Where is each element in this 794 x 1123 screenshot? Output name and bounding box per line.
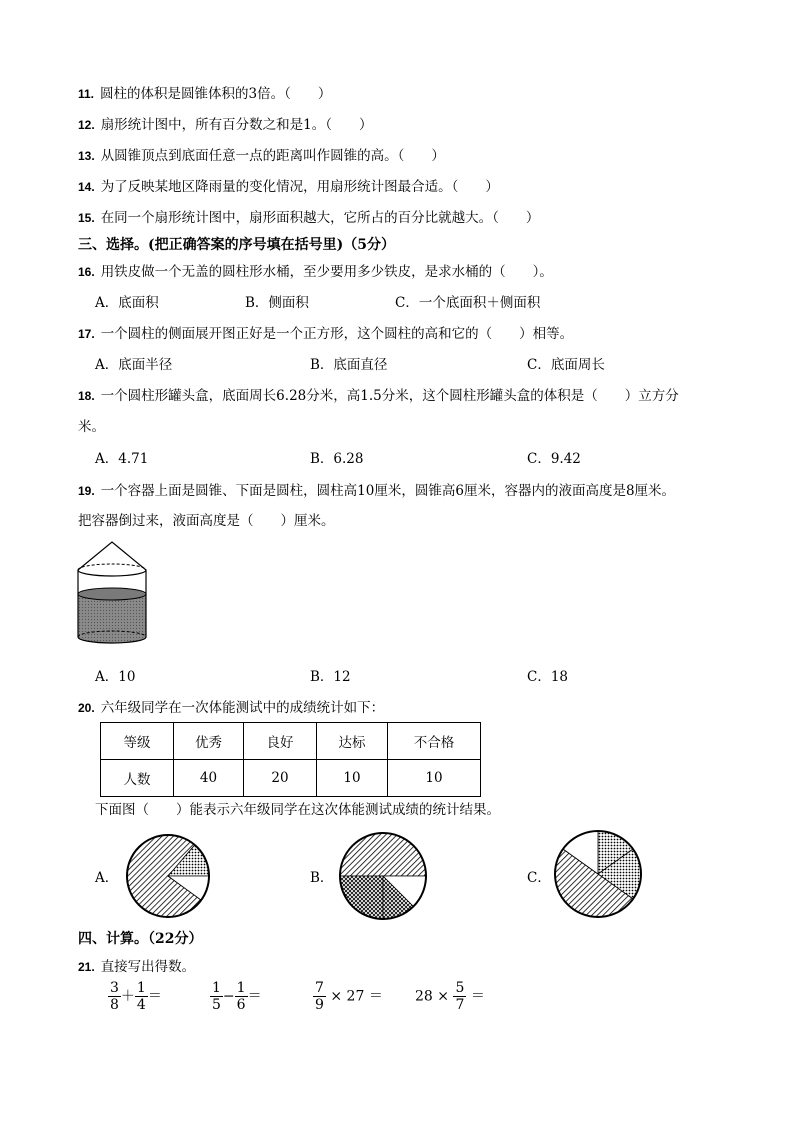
table-row: [101, 760, 481, 797]
table-cell: 等级: [101, 723, 174, 760]
equals: ＝: [147, 988, 162, 1005]
operator: −: [222, 988, 235, 1005]
question-18: [78, 384, 679, 404]
question-text: 一个容器上面是圆锥、下面是圆柱，圆柱高10厘米，圆锥高6厘米，容器内的液面高度是8厘米。: [100, 483, 676, 499]
denominator: 6: [236, 997, 246, 1013]
option-a: A．4.71: [95, 451, 149, 467]
option-c: C．18: [527, 669, 569, 685]
numerator: 1: [236, 980, 246, 996]
question-text: 在同一个扇形统计图中，扇形面积越大，它所占的百分比就越大。（ ）: [100, 210, 540, 226]
table-cell: 10: [388, 760, 481, 797]
question-text: 直接写出得数。: [100, 959, 196, 975]
question-14: [78, 175, 499, 195]
pie-chart-c: [553, 829, 643, 919]
table-cell: 优秀: [174, 723, 244, 760]
question-text: 一个圆柱形罐头盒，底面周长6.28分米，高1.5分米，这个圆柱形罐头盒的体积是（ ）立方分: [100, 388, 679, 404]
expression-2: [210, 980, 262, 1013]
denominator: 5: [212, 997, 221, 1013]
table-cell: 不合格: [388, 723, 481, 760]
denominator: 9: [315, 997, 324, 1013]
question-18-cont: 米。: [78, 419, 105, 435]
question-21: [78, 955, 195, 975]
denominator: 7: [455, 997, 465, 1013]
question-19-cont: 把容器倒过来，液面高度是（ ）厘米。: [78, 513, 335, 529]
table-cell: 达标: [317, 723, 388, 760]
option-a: A．: [95, 870, 119, 886]
numerator: 1: [212, 980, 221, 996]
denominator: 4: [136, 997, 146, 1013]
option-b: B．6.28: [310, 451, 364, 467]
pie-chart-b: [338, 831, 428, 921]
question-text: 圆柱的体积是圆锥体积的3倍。（ ）: [100, 86, 332, 102]
numerator: 5: [455, 980, 465, 996]
operator: ＋: [120, 988, 135, 1005]
question-number: 12.: [78, 118, 95, 132]
question-text: 扇形统计图中，所有百分数之和是1。（ ）: [100, 117, 373, 133]
question-16: [78, 260, 553, 280]
expression-rest: × 27 ＝: [330, 988, 383, 1005]
expression-1: [108, 980, 162, 1013]
expression-prefix: 28 ×: [415, 988, 449, 1005]
option-c: C．一个底面积＋侧面积: [395, 295, 541, 311]
denominator: 8: [110, 997, 119, 1013]
section-heading-choice: 三、选择。(把正确答案的序号填在括号里)（5分）: [78, 237, 395, 253]
option-b: B．底面直径: [310, 357, 388, 373]
option-b: B．侧面积: [245, 295, 309, 311]
question-number: 20.: [78, 701, 95, 715]
option-c: C．底面周长: [527, 357, 605, 373]
option-a: A．10: [95, 669, 136, 685]
numerator: 3: [110, 980, 119, 996]
question-text: 用铁皮做一个无盖的圆柱形水桶，至少要用多少铁皮，是求水桶的（ ）。: [100, 264, 553, 280]
expression-4: [415, 980, 485, 1013]
table-cell: 人数: [101, 760, 174, 797]
cone-cylinder-figure: [72, 540, 154, 652]
question-number: 21.: [78, 960, 95, 974]
option-c: C．: [527, 870, 551, 886]
question-20-prompt: 下面图（ ）能表示六年级同学在这次体能测试成绩的统计结果。: [95, 802, 500, 818]
section-heading-calc: 四、计算。（22分）: [78, 931, 203, 947]
table-cell: 良好: [244, 723, 317, 760]
option-c: C．9.42: [527, 451, 581, 467]
table-cell: 20: [244, 760, 317, 797]
question-number: 15.: [78, 211, 95, 225]
numerator: 1: [136, 980, 146, 996]
question-number: 14.: [78, 180, 95, 194]
table-cell: 40: [174, 760, 244, 797]
option-a: A．底面积: [95, 295, 159, 311]
table-cell: 10: [317, 760, 388, 797]
equals: ＝: [247, 988, 262, 1005]
question-text: 从圆锥顶点到底面任意一点的距离叫作圆锥的高。（ ）: [100, 148, 445, 164]
question-12: [78, 113, 373, 133]
question-number: 11.: [78, 87, 95, 101]
question-number: 18.: [78, 389, 95, 403]
question-text: 为了反映某地区降雨量的变化情况，用扇形统计图最合适。（ ）: [100, 179, 499, 195]
pie-chart-a: [125, 833, 211, 919]
table-row: [101, 723, 481, 760]
question-number: 13.: [78, 149, 95, 163]
question-number: 16.: [78, 265, 95, 279]
question-13: [78, 144, 445, 164]
question-number: 17.: [78, 327, 95, 341]
numerator: 7: [315, 980, 324, 996]
expression-3: [313, 980, 383, 1013]
question-15: [78, 206, 539, 226]
question-11: [78, 82, 331, 102]
question-20: [78, 696, 384, 716]
question-text: 六年级同学在一次体能测试中的成绩统计如下：: [100, 700, 385, 716]
option-a: A．底面半径: [95, 357, 173, 373]
question-19: [78, 479, 675, 499]
option-b: B．: [310, 870, 334, 886]
score-table: [100, 722, 481, 797]
question-text: 一个圆柱的侧面展开图正好是一个正方形，这个圆柱的高和它的（ ）相等。: [100, 326, 574, 342]
question-17: [78, 322, 573, 342]
option-b: B．12: [310, 669, 351, 685]
equals: ＝: [470, 988, 485, 1005]
question-number: 19.: [78, 484, 95, 498]
